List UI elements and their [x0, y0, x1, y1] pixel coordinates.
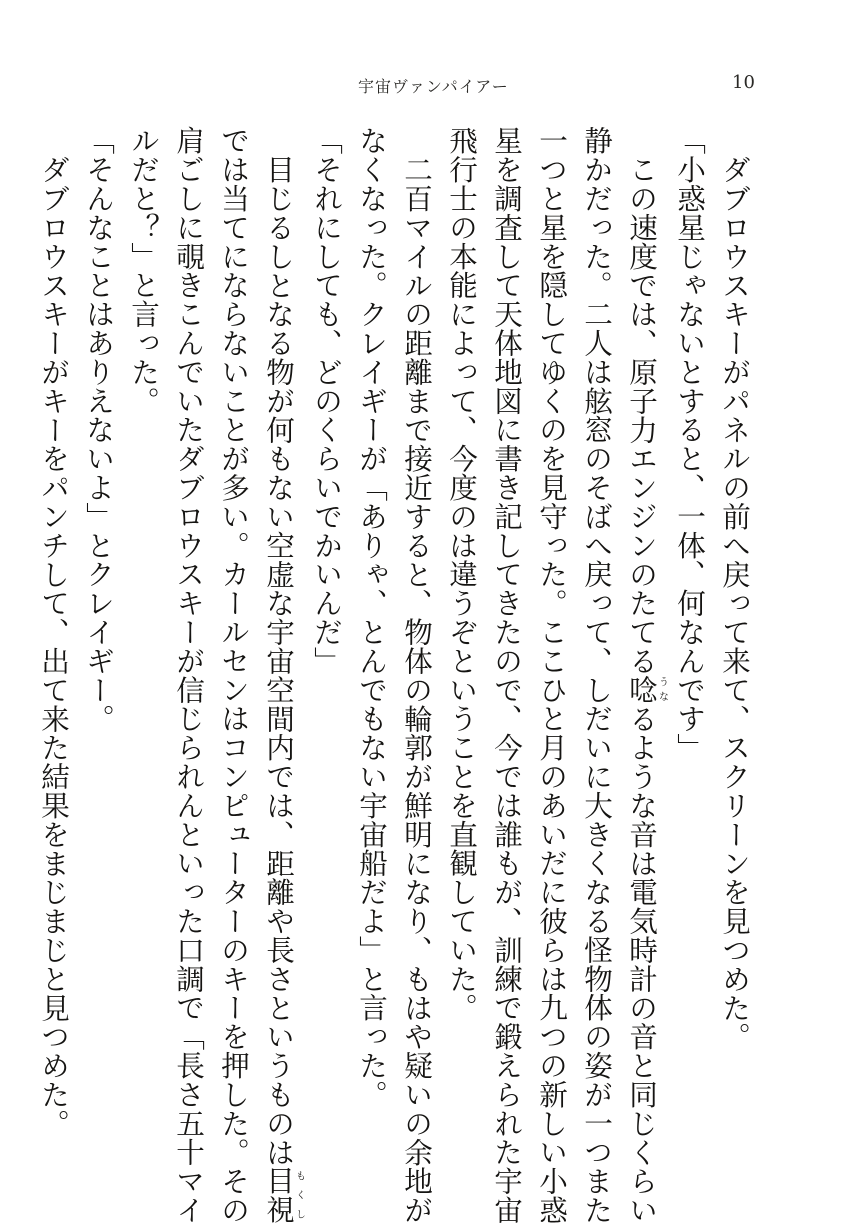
ruby-annotation: 目視もくし — [262, 1166, 305, 1224]
text-line: 目じるしとなる物が何もない空虚な宇宙空間内では、距離や長さというものは目視もくし — [262, 154, 305, 1224]
text-line: 肩ごしに覗きこんでいたダブロウスキーが信じられんといった口調で「長さ五十マイ — [172, 126, 206, 1224]
text-line: 二百マイルの距離まで接近すると、物体の輪郭が鮮明になり、もはや疑いの余地が — [400, 154, 434, 1224]
text-line: ダブロウスキーがパネルの前へ戻って来て、スクリーンを見つめた。 — [718, 154, 752, 1051]
text-line: 星を調査して天体地図に書き記してきたので、今では誰もが、訓練で鍛えられた宇宙 — [490, 126, 524, 1224]
ruby-annotation: 唸うな — [625, 674, 668, 704]
text-line: 飛行士の本能によって、今度のは違うぞということを直観していた。 — [445, 126, 479, 1022]
text-line: なくなった。クレイギーが「ありゃ、とんでもない宇宙船だよ」と言った。 — [355, 126, 389, 1109]
text-line: この速度では、原子力エンジンのたてる唸うなるような音は電気時計の音と同じくらい — [625, 154, 668, 1224]
text-line: ルだと？」と言った。 — [127, 126, 161, 415]
body-text — [37, 126, 757, 1224]
text-line: 「そんなことはありえないよ」とクレイギー。 — [82, 126, 116, 733]
text-line: 静かだった。二人は舷窓のそばへ戻って、しだいに大きくなる怪物体の姿が一つまた — [580, 126, 614, 1224]
page-number: 10 — [732, 72, 755, 93]
text-line: 「それにしても、どのくらいでかいんだ」 — [310, 126, 344, 676]
text-line: 一つと星を隠してゆくのを見守った。ここひと月のあいだに彼らは九つの新しい小惑 — [535, 126, 569, 1224]
text-line: では当てにならないことが多い。カールセンはコンピューターのキーを押した。その — [217, 126, 251, 1224]
running-header-title: 宇宙ヴァンパイアー — [358, 77, 509, 96]
text-line: 「小惑星じゃないとすると、一体、何なんです」 — [673, 126, 707, 762]
text-line: ダブロウスキーがキーをパンチして、出て来た結果をまじまじと見つめた。 — [37, 154, 71, 1138]
